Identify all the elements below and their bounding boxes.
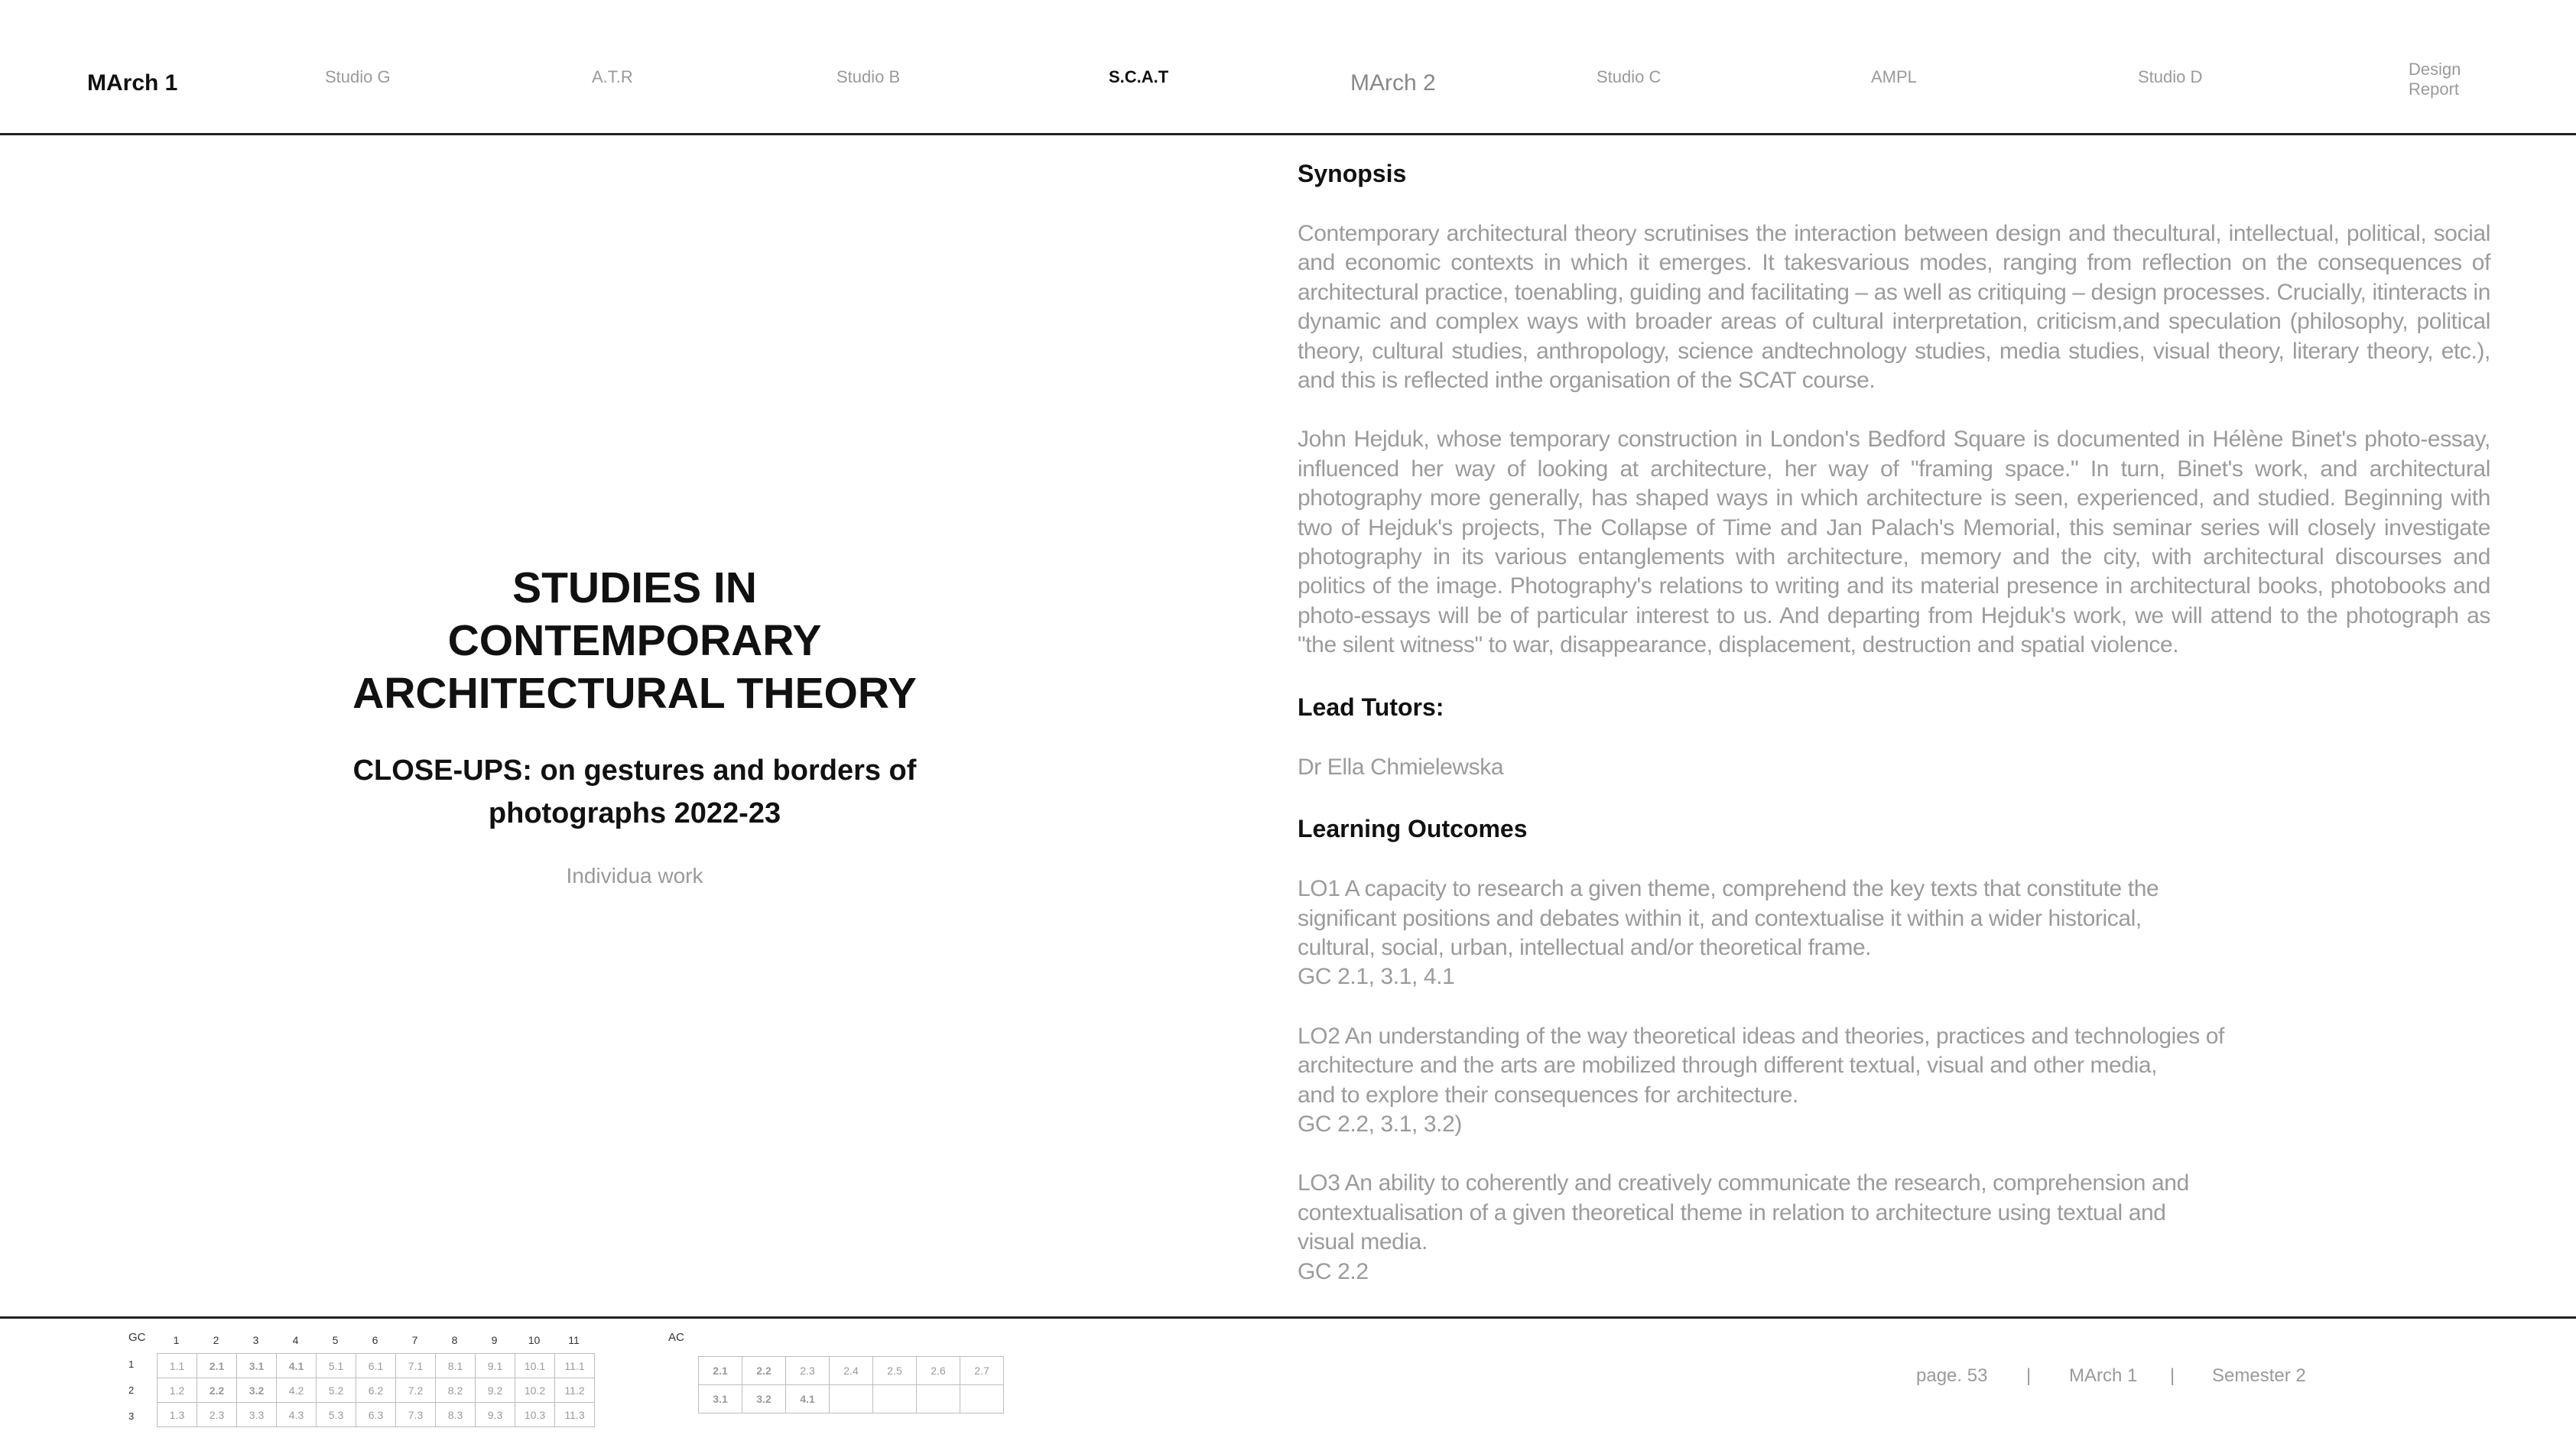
ac-cell: 2.7 xyxy=(960,1357,1004,1385)
ac-cell xyxy=(960,1385,1004,1413)
learning-outcomes-heading: Learning Outcomes xyxy=(1298,815,1528,843)
nav-scat[interactable]: S.C.A.T xyxy=(1109,67,1169,86)
nav-march1[interactable]: MArch 1 xyxy=(87,70,178,96)
gc-column-header: 1 xyxy=(173,1334,180,1346)
lo2-line: LO2 An understanding of the way theoretical ideas and theories, practices and technologies of xyxy=(1298,1023,2224,1049)
gc-column-header: 2 xyxy=(213,1334,219,1346)
work-type-label: Individua work xyxy=(566,864,703,888)
footer-separator: | xyxy=(2026,1365,2032,1386)
lo2-line: architecture and the arts are mobilized through different textual, visual and other media, xyxy=(1298,1053,2158,1079)
lo1-criteria: GC 2.1, 3.1, 4.1 xyxy=(1298,964,1455,990)
nav-studio-c[interactable]: Studio C xyxy=(1597,67,1662,86)
gc-cell: 3.1 xyxy=(237,1354,277,1378)
gc-cell: 7.3 xyxy=(396,1403,436,1427)
grid-row xyxy=(699,1357,1004,1385)
lo2-criteria: GC 2.2, 3.1, 3.2) xyxy=(1298,1111,1462,1137)
gc-cell: 8.2 xyxy=(436,1378,476,1403)
grid-row xyxy=(158,1403,595,1427)
grid-row xyxy=(158,1354,595,1378)
gc-column-header: 11 xyxy=(568,1334,580,1346)
gc-criteria-grid xyxy=(157,1353,595,1427)
gc-column-header: 3 xyxy=(252,1334,259,1346)
gc-cell: 6.1 xyxy=(356,1354,396,1378)
nav-studio-b[interactable]: Studio B xyxy=(836,67,901,86)
ac-cell: 3.1 xyxy=(699,1385,742,1413)
subtitle-line-1: CLOSE-UPS: on gestures and borders of xyxy=(352,755,917,787)
gc-cell: 1.1 xyxy=(158,1354,197,1378)
ac-cell: 2.6 xyxy=(917,1357,960,1385)
gc-cell: 7.1 xyxy=(396,1354,436,1378)
ac-cell xyxy=(830,1385,873,1413)
lo1-line: cultural, social, urban, intellectual and/or theoretical frame. xyxy=(1298,934,1872,960)
ac-cell: 2.5 xyxy=(873,1357,917,1385)
title-line-3: ARCHITECTURAL THEORY xyxy=(352,669,917,718)
gc-cell: 9.1 xyxy=(476,1354,515,1378)
gc-cell: 5.3 xyxy=(317,1403,356,1427)
nav-march2[interactable]: MArch 2 xyxy=(1350,70,1436,96)
synopsis-paragraph-1: Contemporary architectural theory scrutinises the interaction between design and thecultural, intellectual, political, social and economic contexts in which it emerges. It takesvarious modes, ranging from reflection on the consequences of architectural practice, toenabling, guiding and facilitating – as well as critiquing – design processes. Crucially, itinteracts in dynamic and complex ways with broader areas of cultural interpretation, criticism,and speculation (philosophy, political theory, cultural studies, anthropology, science andtechnology studies, media studies, visual theory, literary theory, etc.), and this is reflected inthe organisation of the SCAT course. xyxy=(1298,221,2490,394)
ac-cell: 3.2 xyxy=(742,1385,786,1413)
ac-cell: 2.3 xyxy=(786,1357,830,1385)
gc-column-header: 9 xyxy=(491,1334,498,1346)
ac-cell: 2.2 xyxy=(742,1357,786,1385)
gc-cell: 5.1 xyxy=(317,1354,356,1378)
gc-row-header: 3 xyxy=(128,1410,135,1422)
gc-grid-label: GC xyxy=(128,1331,146,1344)
lo3-line: LO3 An ability to coherently and creatively communicate the research, comprehension and xyxy=(1298,1170,2189,1196)
gc-cell: 5.2 xyxy=(317,1378,356,1403)
ac-criteria-grid xyxy=(698,1356,1004,1413)
page-subtitle xyxy=(252,749,1017,835)
content-column xyxy=(1298,157,2490,1316)
gc-cell: 10.2 xyxy=(515,1378,555,1403)
learning-outcome-2 xyxy=(1298,1022,2490,1140)
nav-design-report-line2: Report xyxy=(2409,80,2460,99)
gc-cell: 2.2 xyxy=(197,1378,237,1403)
lo2-line: and to explore their consequences for architecture. xyxy=(1298,1082,1798,1108)
gc-cell: 11.1 xyxy=(555,1354,595,1378)
nav-ampl[interactable]: AMPL xyxy=(1871,67,1917,86)
subtitle-line-2: photographs 2022-23 xyxy=(488,797,781,829)
ac-cell xyxy=(917,1385,960,1413)
gc-column-header: 10 xyxy=(528,1334,541,1346)
gc-cell: 4.2 xyxy=(277,1378,317,1403)
footer-program: MArch 1 xyxy=(2069,1365,2138,1386)
gc-cell: 8.1 xyxy=(436,1354,476,1378)
header-divider xyxy=(0,133,2576,135)
nav-design-report-line1: Design xyxy=(2409,60,2461,79)
gc-column-header: 7 xyxy=(411,1334,418,1346)
gc-cell: 3.2 xyxy=(237,1378,277,1403)
footer-separator: | xyxy=(2170,1365,2175,1386)
lo3-criteria: GC 2.2 xyxy=(1298,1258,1369,1284)
gc-column-header: 8 xyxy=(451,1334,458,1346)
nav-studio-g[interactable]: Studio G xyxy=(325,67,391,86)
page-number: page. 53 xyxy=(1916,1365,1988,1386)
gc-cell: 3.3 xyxy=(237,1403,277,1427)
synopsis-paragraph-2: John Hejduk, whose temporary construction in London's Bedford Square is documented in Hélène Binet's photo-essay, influenced her way of looking at architecture, her way of "framing space." In turn, Binet's work, and architectural photography more generally, has shaped ways in which architecture is seen, experienced, and studied. Beginning with two of Hejduk's projects, The Collapse of Time and Jan Palach's Memorial, this seminar series will closely investigate photography in its various entanglements with architecture, memory and the city, with architectural discourses and politics of the image. Photography's relations to writing and its material presence in architectural books, photobooks and photo-essays will be of particular interest to us. And departing from Hejduk's work, we will attend to the photograph as "the silent witness" to war, disappearance, displacement, destruction and spatial violence. xyxy=(1298,427,2490,658)
footer-semester: Semester 2 xyxy=(2212,1365,2306,1386)
gc-cell: 1.3 xyxy=(158,1403,197,1427)
gc-column-header: 4 xyxy=(292,1334,299,1346)
nav-atr[interactable]: A.T.R xyxy=(592,67,633,86)
lo1-line: LO1 A capacity to research a given theme, comprehend the key texts that constitute the xyxy=(1298,876,2159,902)
gc-column-header: 6 xyxy=(372,1334,378,1346)
synopsis-heading: Synopsis xyxy=(1298,160,1407,187)
gc-cell: 9.2 xyxy=(476,1378,515,1403)
gc-column-header: 5 xyxy=(332,1334,339,1346)
grid-row xyxy=(699,1385,1004,1413)
gc-cell: 2.1 xyxy=(197,1354,237,1378)
gc-cell: 7.2 xyxy=(396,1378,436,1403)
gc-cell: 6.3 xyxy=(356,1403,396,1427)
title-block xyxy=(252,562,1017,888)
lo1-line: significant positions and debates within it, and contextualise it within a wider historical, xyxy=(1298,905,2142,931)
ac-cell: 2.1 xyxy=(699,1357,742,1385)
gc-row-header: 2 xyxy=(128,1384,135,1396)
gc-cell: 8.3 xyxy=(436,1403,476,1427)
gc-cell: 4.3 xyxy=(277,1403,317,1427)
ac-grid-label: AC xyxy=(668,1331,684,1344)
ac-cell: 4.1 xyxy=(786,1385,830,1413)
gc-cell: 4.1 xyxy=(277,1354,317,1378)
gc-cell: 1.2 xyxy=(158,1378,197,1403)
tutor-name: Dr Ella Chmielewska xyxy=(1298,754,1504,780)
gc-cell: 2.3 xyxy=(197,1403,237,1427)
gc-cell: 11.3 xyxy=(555,1403,595,1427)
ac-cell xyxy=(873,1385,917,1413)
lo3-line: contextualisation of a given theoretical theme in relation to architecture using textual and xyxy=(1298,1199,2166,1225)
lead-tutors-heading: Lead Tutors: xyxy=(1298,693,1444,721)
page-title xyxy=(252,562,1017,720)
gc-cell: 6.2 xyxy=(356,1378,396,1403)
gc-row-header: 1 xyxy=(128,1358,135,1370)
nav-design-report[interactable] xyxy=(2409,60,2461,99)
grid-row xyxy=(158,1378,595,1403)
ac-cell: 2.4 xyxy=(830,1357,873,1385)
learning-outcome-1 xyxy=(1298,875,2490,992)
nav-studio-d[interactable]: Studio D xyxy=(2138,67,2203,86)
gc-cell: 10.1 xyxy=(515,1354,555,1378)
gc-cell: 11.2 xyxy=(555,1378,595,1403)
title-line-1: STUDIES IN xyxy=(512,563,757,612)
gc-cell: 9.3 xyxy=(476,1403,515,1427)
gc-cell: 10.3 xyxy=(515,1403,555,1427)
title-line-2: CONTEMPORARY xyxy=(447,616,822,665)
footer-divider xyxy=(0,1316,2576,1319)
lo3-line: visual media. xyxy=(1298,1229,1428,1255)
learning-outcome-3 xyxy=(1298,1169,2490,1287)
